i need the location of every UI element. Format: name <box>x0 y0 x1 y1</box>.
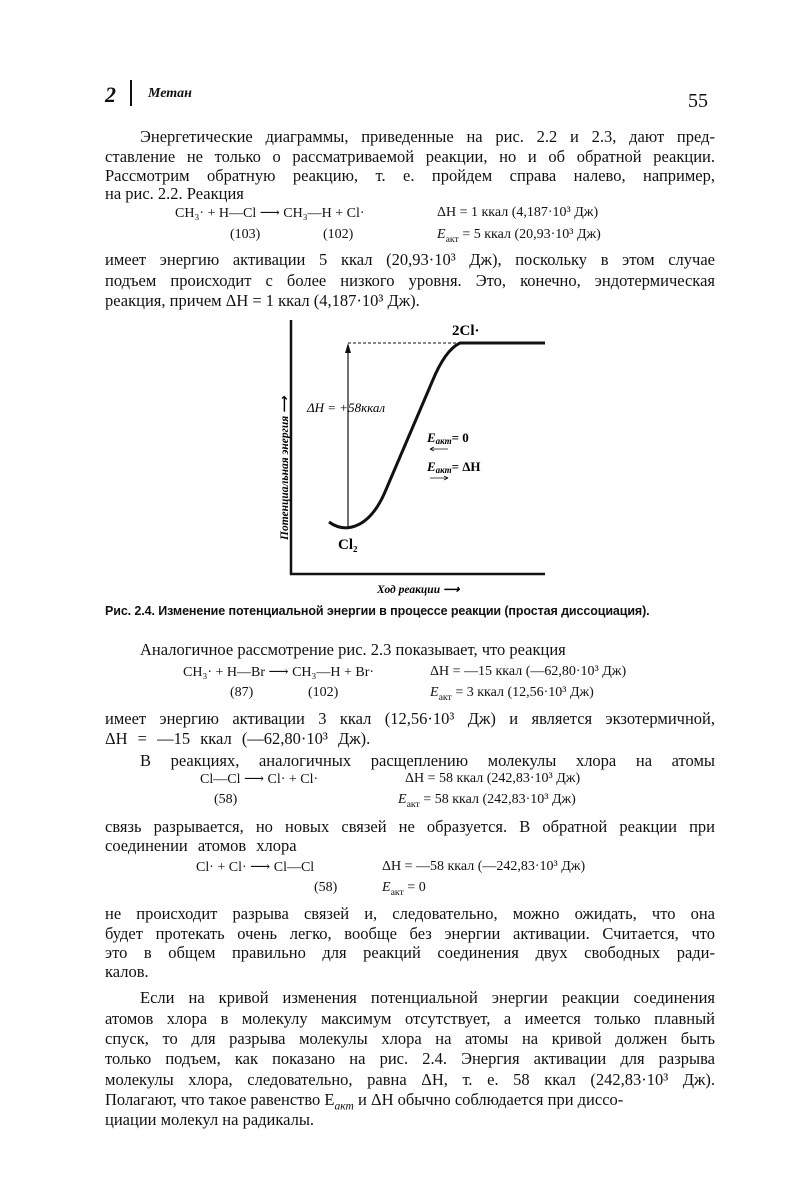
text-line: реакция, причем ΔH = 1 ккал (4,187·10³ Дж). <box>105 291 420 310</box>
text-line: молекулы хлора, следовательно, равна ΔH, т. е. 58 ккал (242,83·10³ Дж). <box>105 1070 715 1089</box>
text-line: на рис. 2.2. Реакция <box>105 184 244 203</box>
eact-reverse-label: Eакт= 0 <box>427 430 469 446</box>
text-line: Энергетические диаграммы, приведенные на рис. 2.2 и 2.3, дают пред- <box>140 127 715 146</box>
y-axis-label: Потенциальная энергия ⟶ <box>279 396 291 540</box>
equation-eact: $E_{акт} = 5$ ккал (20,93·10³ Дж) <box>437 227 601 245</box>
text-line: Аналогичное рассмотрение рис. 2.3 показывает, что реакция <box>140 640 566 659</box>
equation-lhs: Cl—Cl ⟶ Cl· + Cl· <box>200 772 319 787</box>
equation-dh: ΔH = 1 ккал (4,187·10³ Дж) <box>437 205 599 220</box>
equation-number: (103) <box>230 227 261 242</box>
bottom-label: Cl₂ <box>338 537 358 553</box>
text-line: В реакциях, аналогичных расщеплению молекулы хлора на атомы <box>140 751 715 770</box>
equation-lhs: CH₃· + H—Br ⟶ CH₃—H + Br· <box>183 665 375 680</box>
eact-forward-label: Eакт= ΔH <box>427 459 481 475</box>
text-line: циации молекул на радикалы. <box>105 1110 315 1129</box>
text-line: имеет энергию активации 5 ккал (20,93·10³ Дж), поскольку в этом случае <box>105 250 715 269</box>
text-line: только подъем, как показано на рис. 2.4. Энергия активации для разрыва <box>105 1049 715 1068</box>
section-title: Метан <box>148 86 192 101</box>
left-arrow-icon <box>430 447 448 451</box>
figure-caption: Рис. 2.4. Изменение потенциальной энергии в процессе реакции (простая диссоциация). <box>105 604 650 618</box>
text-line: подъем происходит с более низкого уровня. Это, конечно, эндотермическая <box>105 271 715 290</box>
text-line: Рассмотрим обратную реакцию, т. е. пройдем справа налево, например, <box>105 166 715 185</box>
top-label: 2Cl· <box>452 323 480 339</box>
dh-label: ΔH = +58ккал <box>307 400 386 415</box>
right-arrow-icon <box>430 476 448 480</box>
text-line: спуск, то для разрыва молекулы хлора на атомы на кривой должен быть <box>105 1029 715 1048</box>
text-line: калов. <box>105 962 149 981</box>
equation-lhs: CH₃· + H—Cl ⟶ CH₃—H + Cl· <box>175 206 365 221</box>
page-number: 55 <box>688 90 708 112</box>
equation-eact: $E_{акт} = 0$ <box>382 880 426 898</box>
text-line: Полагают, что такое равенство $E_{акт}$ и ΔH обычно соблюдается при диссо- <box>105 1090 624 1113</box>
text-line: это в общем правильно для реакций соединения двух свободных ради- <box>105 943 715 962</box>
arrow-head-icon <box>345 343 351 353</box>
text-line: ставление не только о рассматриваемой реакции, но и об обратной реакции. <box>105 147 715 166</box>
x-axis-label: Ход реакции ⟶ <box>377 584 460 596</box>
equation-lhs: Cl· + Cl· ⟶ Cl—Cl <box>196 860 315 875</box>
equation-dh: ΔH = —58 ккал (—242,83·10³ Дж) <box>382 859 586 874</box>
chapter-number: 2 <box>105 82 116 107</box>
equation-number: (58) <box>314 880 338 895</box>
text-line: ΔH = —15 ккал (—62,80·10³ Дж). <box>105 729 371 748</box>
text-line: не происходит разрыва связей и, следовательно, можно ожидать, что она <box>105 904 715 923</box>
equation-number: (58) <box>214 792 238 807</box>
equation-eact: $E_{акт} = 58$ ккал (242,83·10³ Дж) <box>398 792 576 810</box>
equation-eact: $E_{акт} = 3$ ккал (12,56·10³ Дж) <box>430 685 594 703</box>
equation-dh: ΔH = 58 ккал (242,83·10³ Дж) <box>405 771 581 786</box>
text-line: связь разрывается, но новых связей не образуется. В обратной реакции при <box>105 817 715 836</box>
text-line: атомов хлора в молекулу максимум отсутствует, а имеется только плавный <box>105 1009 715 1028</box>
text-line: Если на кривой изменения потенциальной энергии реакции соединения <box>140 988 715 1007</box>
text-line: соединении атомов хлора <box>105 836 297 855</box>
equation-number: (102) <box>323 227 354 242</box>
text-line: будет протекать очень легко, вообще без энергии активации. Считается, что <box>105 924 715 943</box>
text-line: имеет энергию активации 3 ккал (12,56·10³ Дж) и является экзотермичной, <box>105 709 715 728</box>
equation-number: (102) <box>308 685 339 700</box>
equation-number: (87) <box>230 685 254 700</box>
equation-dh: ΔH = —15 ккал (—62,80·10³ Дж) <box>430 664 627 679</box>
